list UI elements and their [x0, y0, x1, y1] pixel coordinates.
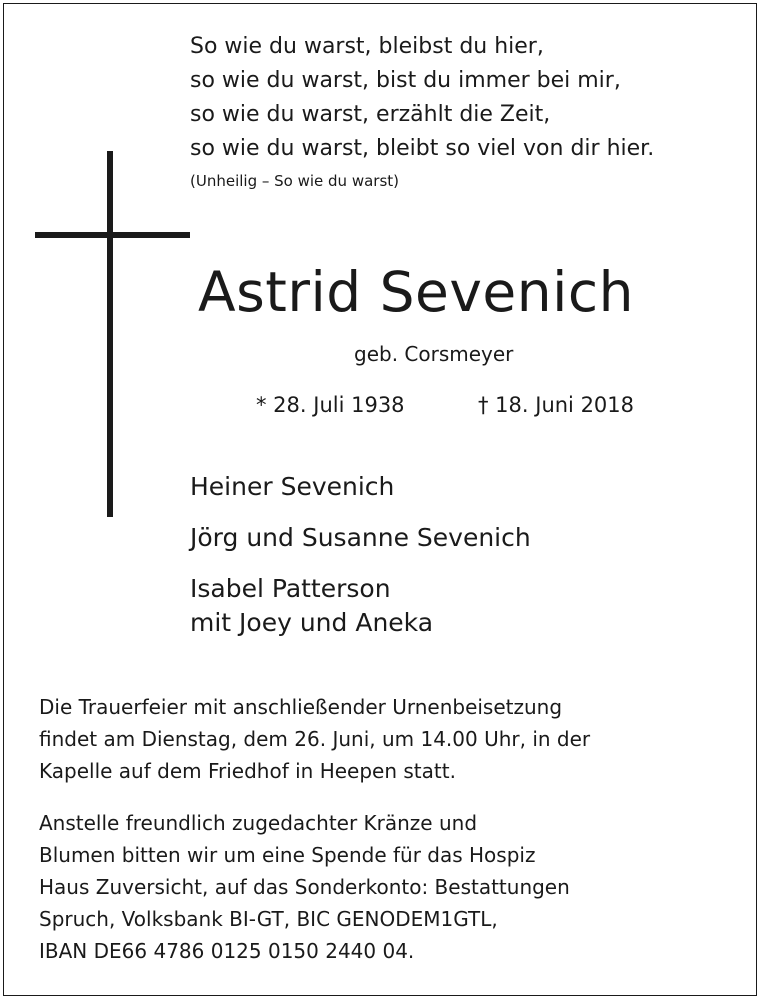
poem-line: So wie du warst, bleibst du hier, — [190, 34, 544, 59]
death-date: † 18. Juni 2018 — [478, 393, 635, 417]
cross-icon — [107, 151, 113, 517]
donation-notice — [39, 807, 570, 967]
survivor-item: Jörg und Susanne Sevenich — [190, 523, 531, 552]
poem-line: so wie du warst, bleibt so viel von dir hier. — [190, 136, 655, 161]
cross-icon-bar — [35, 232, 190, 238]
notice-line: IBAN DE66 4786 0125 0150 2440 04. — [39, 939, 415, 963]
deceased-name: Astrid Sevenich — [198, 260, 635, 324]
notice-line: Kapelle auf dem Friedhof in Heepen statt. — [39, 759, 456, 783]
notice-line: Die Trauerfeier mit anschließender Urnenbeisetzung — [39, 695, 563, 719]
maiden-name: geb. Corsmeyer — [354, 342, 514, 366]
notice-line: Haus Zuversicht, auf das Sonderkonto: Bestattungen — [39, 875, 570, 899]
notice-line: Blumen bitten wir um eine Spende für das Hospiz — [39, 843, 536, 867]
survivor-item: Isabel Patterson — [190, 574, 391, 603]
survivor-item: mit Joey und Aneka — [190, 608, 434, 637]
poem-line: so wie du warst, bist du immer bei mir, — [190, 68, 621, 93]
poem-line: so wie du warst, erzählt die Zeit, — [190, 102, 551, 127]
survivors-list — [190, 470, 531, 640]
poem — [190, 30, 654, 166]
notice-line: Anstelle freundlich zugedachter Kränze und — [39, 811, 478, 835]
poem-source: (Unheilig – So wie du warst) — [190, 172, 400, 190]
ceremony-notice — [39, 691, 590, 787]
notice-line: findet am Dienstag, dem 26. Juni, um 14.00 Uhr, in der — [39, 727, 591, 751]
birth-date: * 28. Juli 1938 — [256, 393, 405, 417]
notice-line: Spruch, Volksbank BI-GT, BIC GENODEM1GTL, — [39, 907, 498, 931]
survivor-item: Heiner Sevenich — [190, 472, 395, 501]
